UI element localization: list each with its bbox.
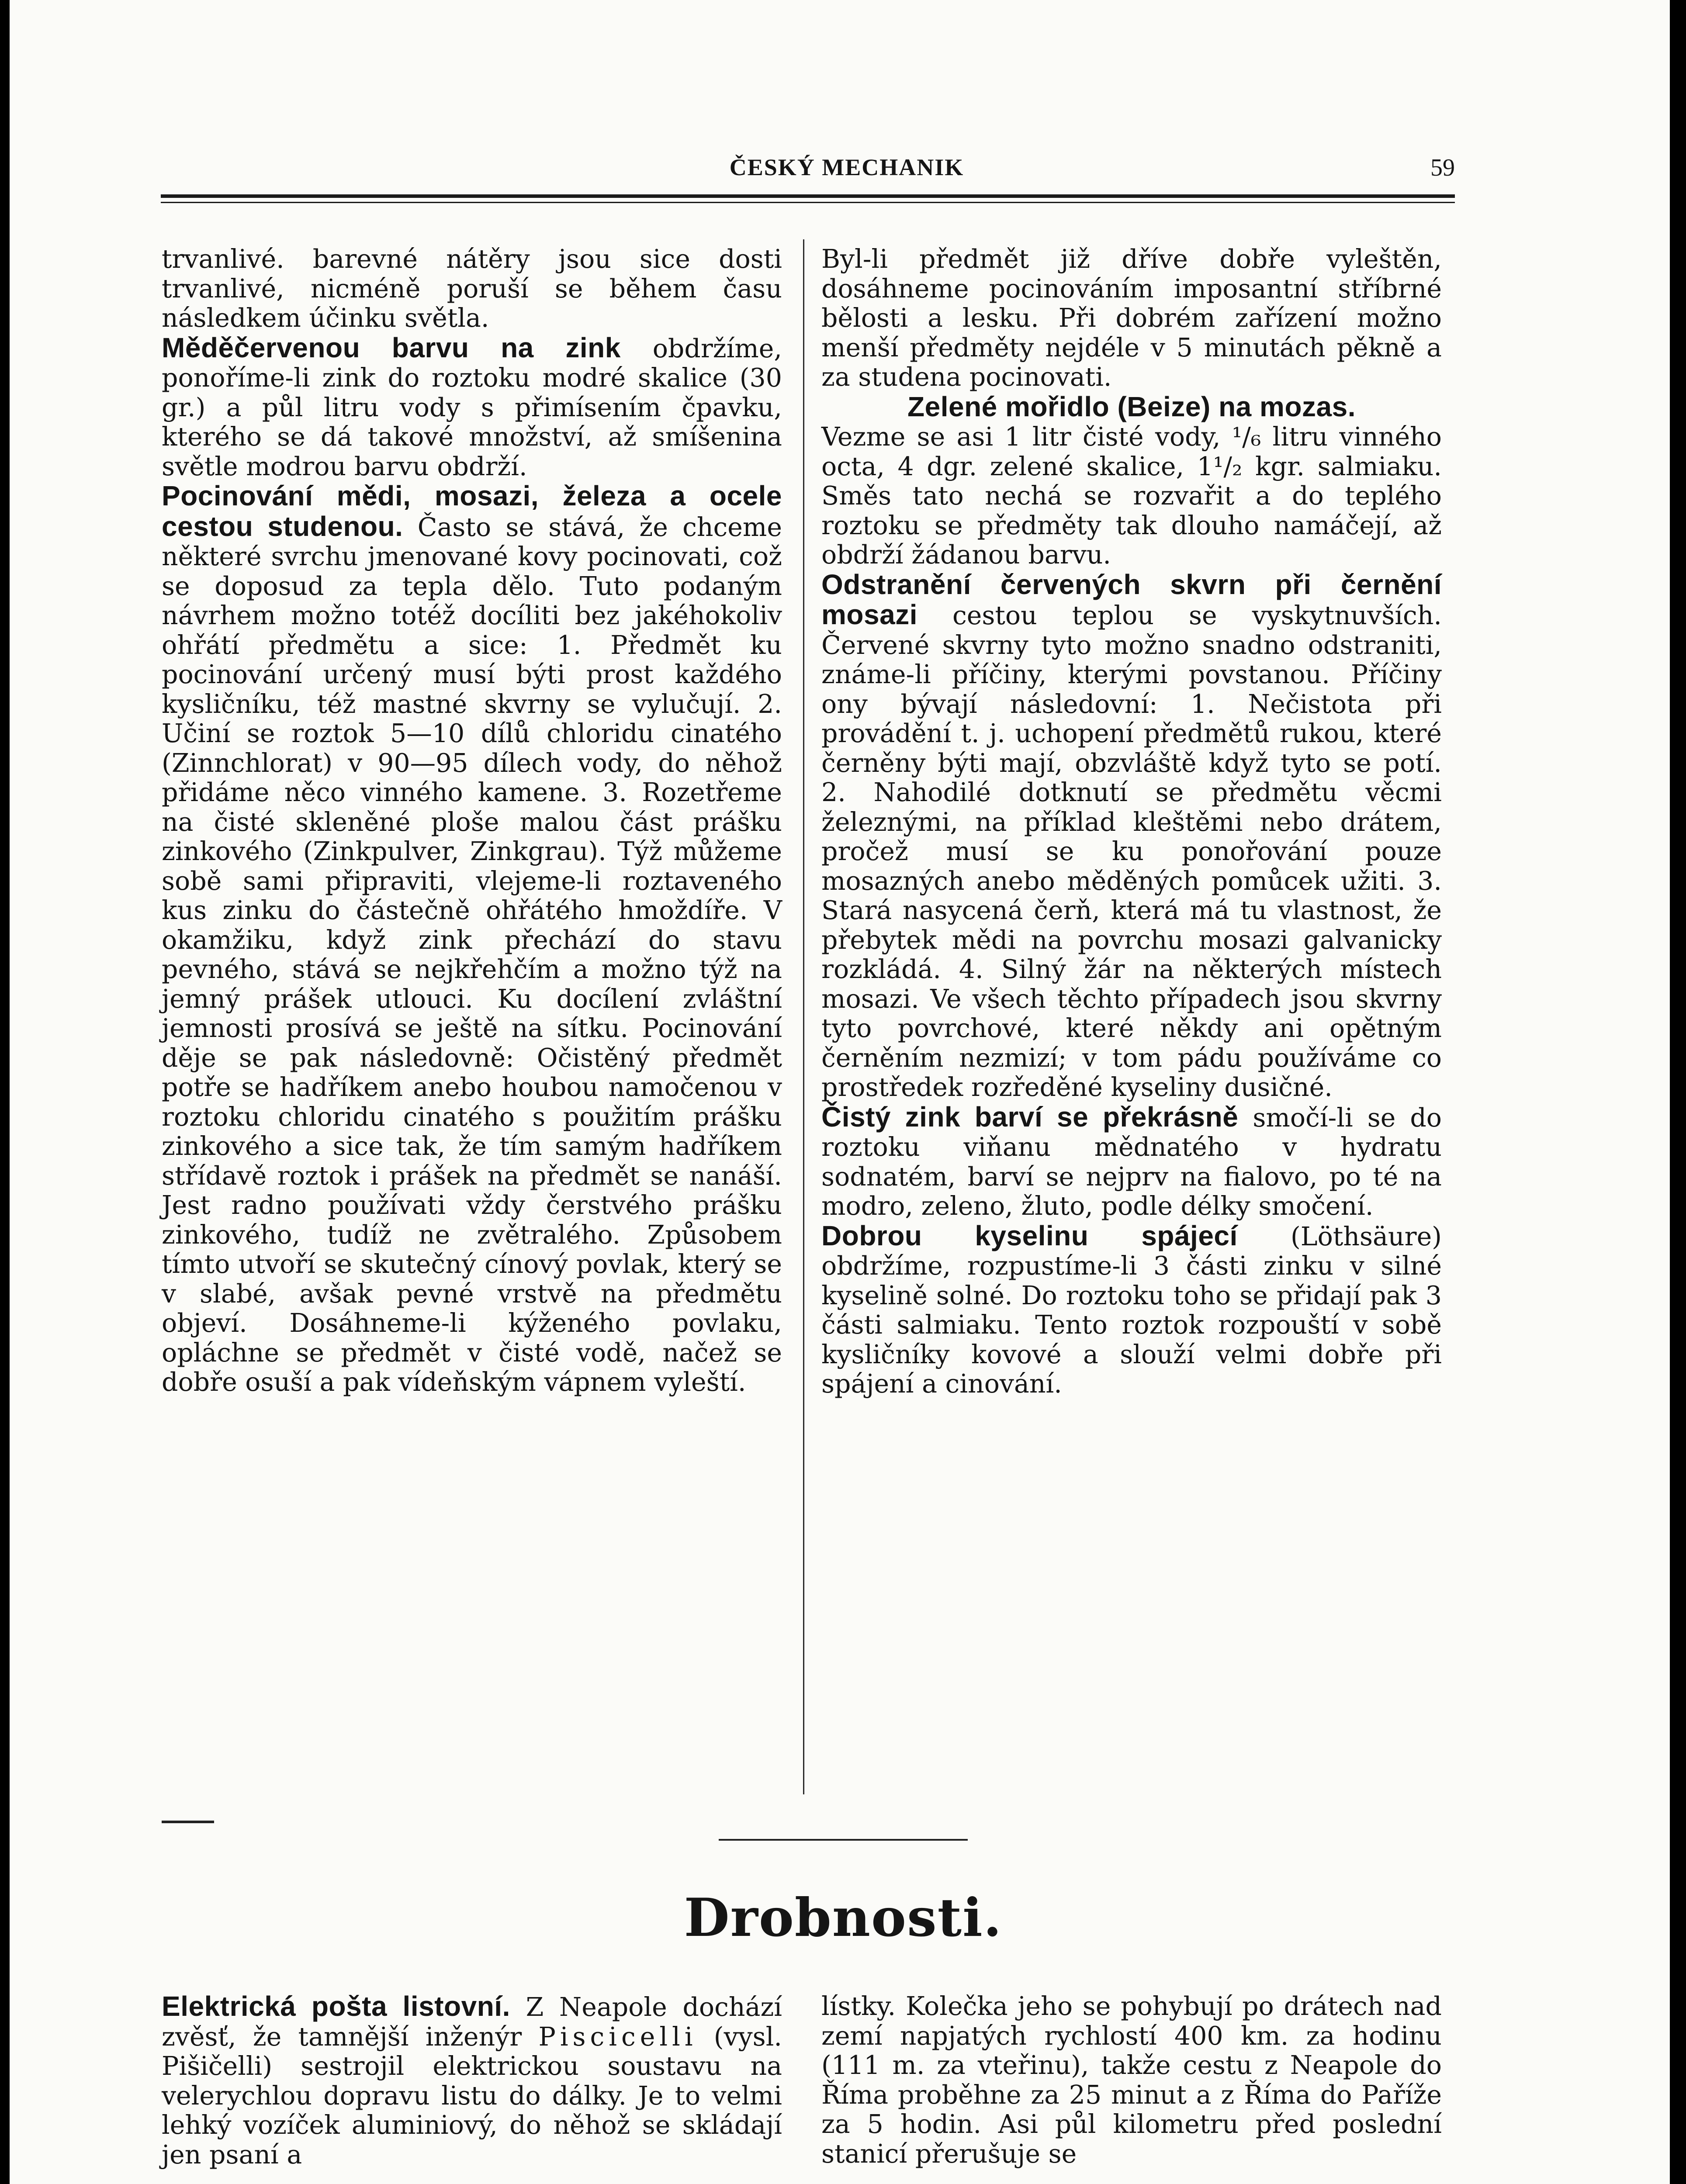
section-left-column bbox=[162, 1992, 782, 2170]
text: trvanlivé. barevné nátěry jsou sice dosti trvanlivé, nicméně poruší se během času následkem účinku světla. bbox=[162, 244, 782, 333]
text: (Löthsäure) obdržíme, rozpustíme-li 3 části zinku v silné kyselině solné. Do roztoku toho se přidají pak 3 části salmiaku. Tento roztok rozpouští v sobě kysličníky kovové a slouží velmi dobře při spájení a cinování. bbox=[821, 1221, 1442, 1399]
left-column bbox=[162, 245, 782, 1397]
text: smočí-li se do roztoku viňanu mědnatého v hydratu sodnatém, barví se nejprv na fialovo, po té na modro, zeleno, žluto, podle délky smočení. bbox=[821, 1102, 1442, 1221]
paragraph-right-3 bbox=[821, 570, 1442, 1102]
section-right-column bbox=[821, 1992, 1442, 2169]
inventor-name: Piscicelli bbox=[538, 2022, 697, 2052]
text: Zelené mořidlo (Beize) na mozas. bbox=[907, 390, 1356, 422]
header-rule-thin bbox=[161, 202, 1455, 203]
text: lístky. Kolečka jeho se pohybují po drátech nad zemí napjatých rychlostí 400 km. za hodinu (111 m. za vteřinu), takže cestu z Neapole do Říma proběhne za 25 minut a z Říma do Paříže za 5 hodin. Asi půl kilometru před poslední stanicí přerušuje se bbox=[821, 1991, 1442, 2169]
heading-pure-zinc: Čistý zink barví se překrásně bbox=[821, 1101, 1239, 1133]
journal-title: ČESKÝ MECHANIK bbox=[729, 154, 964, 180]
heading-green-mordant bbox=[821, 392, 1442, 423]
paragraph-right-4 bbox=[821, 1102, 1442, 1221]
page-number: 59 bbox=[1430, 154, 1455, 181]
text: (vysl. Pišičelli) sestrojil elektrickou soustavu na velerychlou dopravu listu do dálky. Je to velmi lehký vozíček aluminiový, do něhož se skládají jen psaní a bbox=[162, 2022, 782, 2170]
paragraph-right-1 bbox=[821, 245, 1442, 392]
running-header bbox=[161, 154, 1455, 184]
paragraph-section-left bbox=[162, 1992, 782, 2170]
text: Často se stává, že chceme některé svrchu jmenované kovy pocinovati, což se doposud za tepla dělo. Tuto podaným návrhem možno totéž docíliti bez jakéhokoliv ohřátí předmětu a sice: 1. Předmět ku pocinování určený musí býti prost každého kysličníku, též mastné skvrny se vylučují. 2. Učiní se roztok 5—10 dílů chloridu cinatého (Zinnchlorat) v 90—95 dílech vody, do něhož přidáme něco vinného kamene. 3. Rozetřeme na čisté skleněné ploše malou část prášku zinkového (Zinkpulver, Zinkgrau). Týž můžeme sobě sami připraviti, vlejeme-li roztaveného kus zinku do částečně ohřátého hmoždíře. V okamžiku, když zink přechází do stavu pevného, stává se nejkřehčím a možno týž na jemný prášek utlouci. Ku docílení zvláštní jemnosti prosívá se ještě na sítku. Pocinování děje se pak následovně: Očistěný předmět potře se hadříkem anebo houbou namočenou v roztoku chloridu cinatého s použitím prášku zinkového a sice tak, že tím samým hadříkem střídavě roztok i prášek na předmět se nanáší. Jest radno používati vždy čerstvého prášku zinkového, tudíž ne zvětralého. Způsobem tímto utvoří se skutečný cínový povlak, který se v slabé, avšak pevné vrstvě na předmětu objeví. Dosáhneme-li kýženého povlaku, opláchne se předmět v čisté vodě, načež se dobře osuší a pak vídeňským vápnem vyleští. bbox=[162, 512, 782, 1397]
section-title: Drobnosti. bbox=[684, 1887, 1003, 1949]
paragraph-left-2 bbox=[162, 333, 782, 482]
heading-red-spots: Odstranění červených skvrn při černění mosazi bbox=[821, 568, 1442, 630]
right-column bbox=[821, 245, 1442, 1399]
paragraph-right-2 bbox=[821, 422, 1442, 570]
paragraph-right-5 bbox=[821, 1221, 1442, 1399]
text: cestou teplou se vyskytnuvších. Červené skvrny tyto možno snadno odstraniti, známe-li příčiny, kterými povstanou. Příčiny ony bývají následovní: 1. Nečistota při provádění t. j. uchopení předmětů rukou, které černěny býti mají, obzvláště když tyto se potí. 2. Nahodilé dotknutí se předmětu věcmi železnými, na příklad kleštěmi nebo drátem, pročež musí se ku ponořování pouze mosazných anebo měděných pomůcek užiti. 3. Stará nasycená čerň, která má tu vlastnost, že přebytek mědi na povrchu mosazi galvanicky rozkládá. 4. Silný žár na některých místech mosazi. Ve všech těchto případech jsou skvrny tyto povrchové, které někdy ani opětným černěním nezmizí; v tom pádu používáme co prostředek rozředěné kyseliny dusičné. bbox=[821, 601, 1442, 1102]
header-rule-thick bbox=[161, 194, 1455, 198]
paragraph-section-right bbox=[821, 1992, 1442, 2169]
heading-soldering-acid: Dobrou kyselinu spájecí bbox=[821, 1220, 1238, 1251]
heading-cold-tinning: Pocinování mědi, mosazi, železa a ocele cestou studenou. bbox=[162, 480, 782, 542]
paragraph-left-3 bbox=[162, 481, 782, 1397]
text: Z Neapole dochází zvěsť, že tamnější inženýr bbox=[162, 1992, 782, 2052]
end-mark-rule bbox=[162, 1821, 214, 1823]
section-separator-rule bbox=[719, 1839, 968, 1841]
heading-electric-post: Elektrická pošta listovní. bbox=[162, 1990, 510, 2022]
text: Vezme se asi 1 litr čisté vody, ¹/₆ litru vinného octa, 4 dgr. zelené skalice, 1¹/₂ kgr. salmiaku. Směs tato nechá se rozvařit a do teplého roztoku se předměty tak dlouho namáčejí, až obdrží žádanou barvu. bbox=[821, 422, 1442, 570]
text: obdržíme, ponoříme-li zink do roztoku modré skalice (30 gr.) a půl litru vody s přimísením čpavku, kterého se dá takové množství, až smíšenina světle modrou barvu obdrží. bbox=[162, 333, 782, 481]
column-divider bbox=[803, 239, 804, 1794]
paragraph-left-1 bbox=[162, 245, 782, 333]
text: Byl-li předmět již dříve dobře vyleštěn, dosáhneme pocinováním imposantní stříbrné bělosti a lesku. Při dobrém zařízení možno menší předměty nejdéle v 5 minutách pěkně a za studena pocinovati. bbox=[821, 244, 1442, 392]
heading-copper-red: Měděčervenou barvu na zink bbox=[162, 332, 621, 363]
